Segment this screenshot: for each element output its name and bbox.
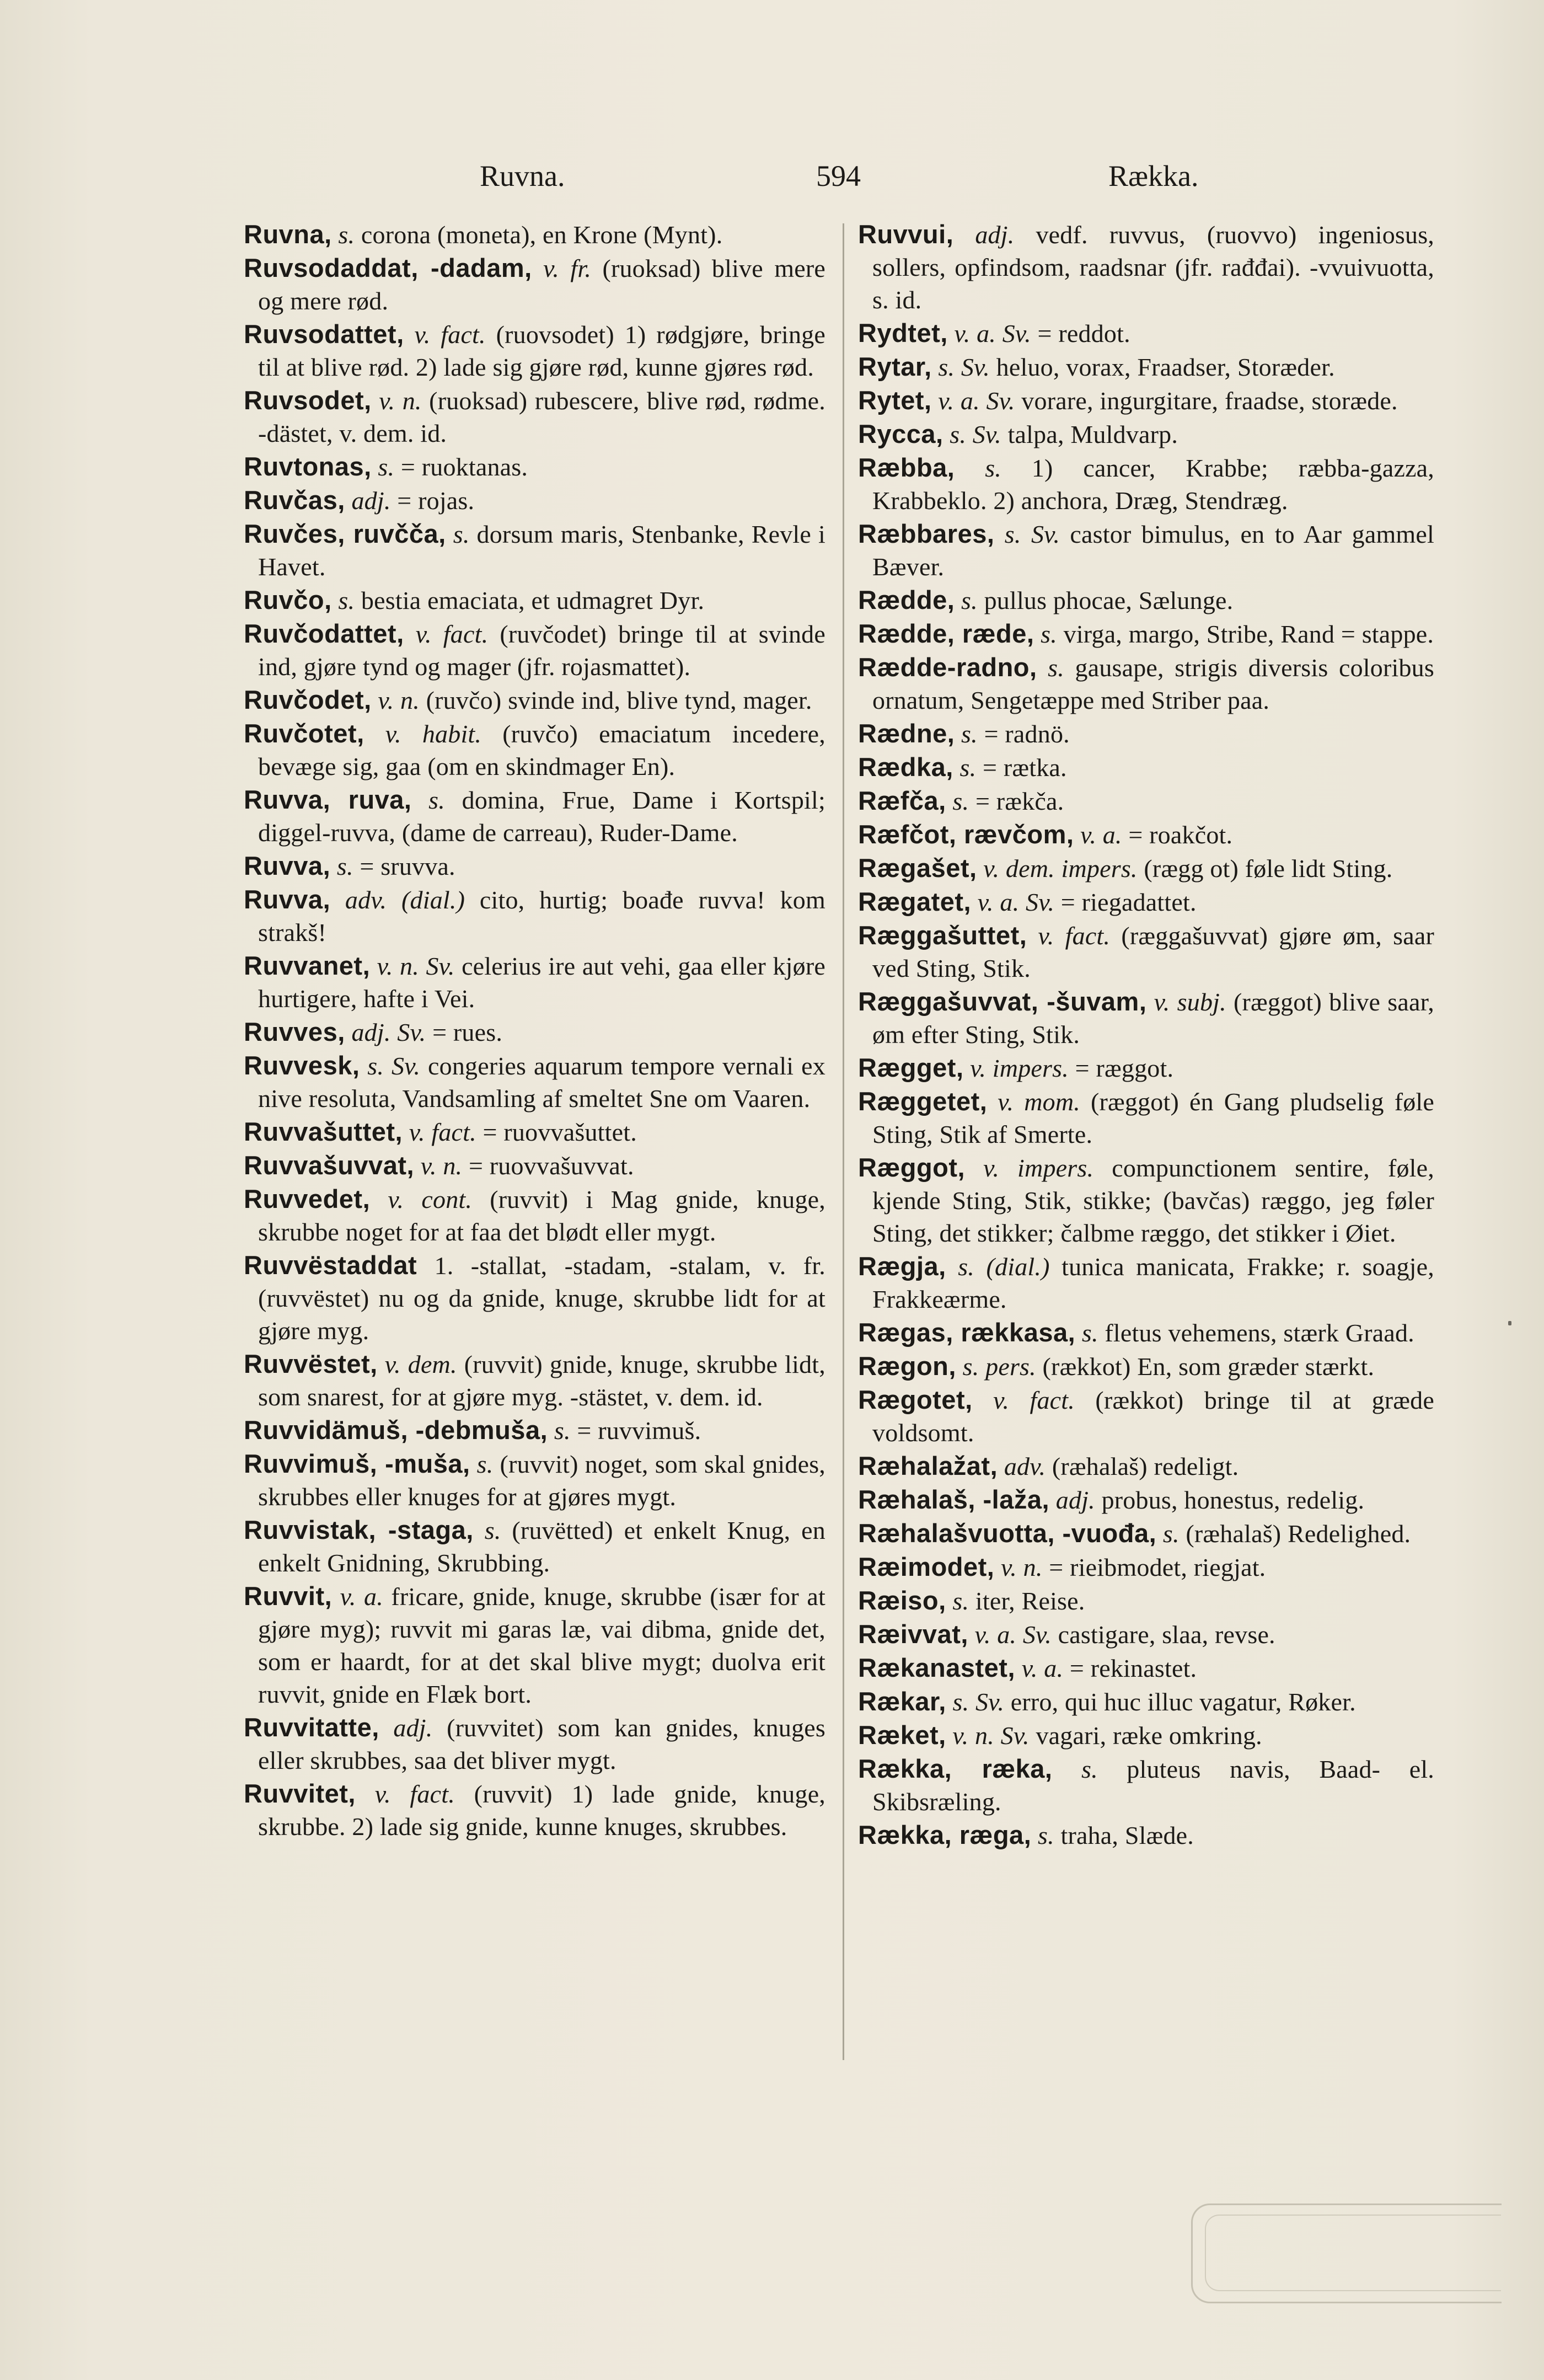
entry-definition: = rieibmodet, riegjat.: [1042, 1553, 1266, 1581]
entry-grammar: adv. (dial.): [330, 886, 465, 914]
entry-definition: = ruovvašuttet.: [476, 1118, 637, 1146]
entry-grammar: v. n. Sv.: [370, 952, 455, 980]
entry-headword: Ræggašuttet,: [858, 921, 1027, 950]
entry-headword: Rædde,: [858, 585, 955, 614]
dictionary-entry: [244, 1711, 825, 1777]
column-divider: [843, 223, 844, 2060]
dictionary-entry: [858, 1316, 1434, 1349]
entry-grammar: s.: [946, 1587, 969, 1615]
entry-grammar: s.: [470, 1450, 494, 1478]
dictionary-entry: [858, 218, 1434, 316]
entry-grammar: adj.: [953, 221, 1015, 249]
entry-grammar: v. fact.: [404, 320, 486, 349]
entry-definition: = reddot.: [1031, 319, 1130, 347]
dictionary-entry: [858, 451, 1434, 517]
entry-grammar: s.: [446, 520, 470, 548]
entry-grammar: v. a.: [1074, 821, 1122, 849]
entry-grammar: s.: [955, 454, 1002, 482]
dictionary-entry: [244, 1777, 825, 1843]
entry-grammar: v. n.: [371, 387, 422, 415]
entry-headword: Ræhalažat,: [858, 1451, 998, 1480]
entry-headword: Rækka, ræga,: [858, 1820, 1032, 1849]
entry-headword: Rægas, rækkasa,: [858, 1318, 1076, 1347]
entry-grammar: s.: [411, 786, 445, 814]
entry-grammar: v. impers.: [965, 1154, 1094, 1182]
entry-headword: Ræhalaš, -laža,: [858, 1485, 1050, 1514]
entry-headword: Ruvvëstaddat: [244, 1250, 417, 1280]
entry-headword: Ruvva,: [244, 851, 331, 880]
dictionary-entry: [858, 919, 1434, 985]
entry-headword: Rycca,: [858, 419, 943, 448]
entry-headword: Rægotet,: [858, 1385, 973, 1414]
entry-headword: Ruvvit,: [244, 1581, 333, 1611]
dictionary-entry: [858, 1752, 1434, 1818]
entry-headword: Rædde-radno,: [858, 653, 1037, 682]
entry-grammar: s.: [955, 586, 978, 614]
entry-headword: Rægašet,: [858, 853, 977, 883]
entry-grammar: s.: [1156, 1520, 1180, 1548]
entry-headword: Ruvvimuš, -muša,: [244, 1449, 470, 1478]
entry-definition: (ruoksad) rubescere, blive rød, rødme. -dästet, v. dem. id.: [258, 387, 826, 447]
entry-grammar: v. a.: [1015, 1654, 1064, 1682]
entry-grammar: v. n.: [414, 1152, 463, 1180]
dictionary-entry: [858, 617, 1434, 650]
entry-definition: (ruovsodet) 1) rødgjøre, bringe til at blive rød. 2) lade sig gjøre rød, kunne gjøres rød.: [258, 320, 826, 381]
entry-headword: Ruvvitatte,: [244, 1713, 379, 1742]
entry-grammar: v. a.: [332, 1582, 383, 1611]
entry-grammar: v. a. Sv.: [947, 319, 1031, 347]
running-header: [0, 149, 1544, 199]
entry-definition: vedf. ruvvus, (ruovvo) ingeniosus, sollers, opfindsom, raadsnar (jfr. rađđai). -vvuivuotta, s. id.: [872, 221, 1434, 314]
left-column: [244, 218, 825, 1843]
entry-definition: congeries aquarum tempore vernali ex nive resoluta, Vandsamling af smeltet Sne om Vaaren.: [258, 1052, 825, 1113]
dictionary-entry: [858, 384, 1434, 417]
page-tab-mark-inner: [1205, 2215, 1501, 2291]
entry-grammar: adj.: [1049, 1486, 1095, 1514]
entry-definition: celerius ire aut vehi, gaa eller kjøre hurtigere, hafte i Vei.: [258, 952, 825, 1013]
entry-grammar: v. n.: [994, 1553, 1043, 1581]
entry-headword: Ræiso,: [858, 1586, 946, 1615]
entry-definition: (ruoksad) blive mere og mere rød.: [258, 254, 825, 315]
entry-definition: 1. -stallat, -stadam, -stalam, v. fr. (ruvvëstet) nu og da gnide, knuge, skrubbe lidt for at gjøre myg.: [258, 1251, 825, 1345]
dictionary-entry: [244, 484, 825, 517]
entry-headword: Ruvva,: [244, 885, 331, 914]
entry-grammar: s.: [1037, 654, 1064, 682]
entry-definition: (ruvvitet) som kan gnides, knuges eller skrubbes, saa det bliver mygt.: [258, 1714, 826, 1774]
entry-grammar: v. a. Sv.: [968, 1620, 1052, 1649]
entry-headword: Ruvsodet,: [244, 386, 372, 415]
entry-headword: Ruvvui,: [858, 220, 954, 249]
entry-definition: (ruvvit) 1) lade gnide, knuge, skrubbe. 2) lade sig gnide, kunne knuges, skrubbes.: [258, 1780, 826, 1841]
entry-definition: = rues.: [426, 1018, 503, 1046]
entry-definition: 1) cancer, Krabbe; ræbba-gazza, Krabbeklo. 2) anchora, Dræg, Stendræg.: [872, 454, 1434, 515]
entry-headword: Ræggot,: [858, 1153, 966, 1182]
entry-headword: Ruvvesk,: [244, 1051, 360, 1080]
entry-grammar: s. Sv.: [994, 520, 1060, 548]
entry-definition: (ruvëtted) et enkelt Knug, en enkelt Gnidning, Skrubbing.: [258, 1516, 825, 1577]
entry-grammar: v. mom.: [987, 1088, 1080, 1116]
dictionary-entry: [858, 317, 1434, 350]
entry-definition: (ruvvit) noget, som skal gnides, skrubbes eller knuges for at gjøres mygt.: [258, 1450, 825, 1511]
entry-definition: (ruvčodet) bringe til at svinde ind, gjøre tynd og mager (jfr. rojasmattet).: [258, 620, 825, 681]
entry-grammar: v. cont.: [370, 1185, 473, 1213]
right-column: [858, 218, 1434, 1852]
dictionary-entry: [858, 1483, 1434, 1516]
entry-headword: Rædne,: [858, 719, 955, 748]
entry-definition: compunctionem sentire, føle, kjende Sting, Stik, stikke; (bavčas) ræggo, jeg føler Sting, det stikker; čalbme ræggo, det stikker i Øiet.: [872, 1154, 1434, 1247]
entry-definition: = ruvvimuš.: [570, 1416, 701, 1445]
entry-headword: Rytet,: [858, 386, 932, 415]
entry-definition: fletus vehemens, stærk Graad.: [1098, 1319, 1414, 1347]
entry-definition: traha, Slæde.: [1054, 1821, 1194, 1849]
entry-grammar: v. n. Sv.: [946, 1721, 1030, 1750]
entry-grammar: v. fr.: [532, 254, 592, 282]
dictionary-entry: [244, 1347, 825, 1413]
entry-grammar: v. dem.: [377, 1350, 457, 1378]
entry-grammar: v. fact.: [356, 1780, 455, 1808]
dictionary-entry: [244, 783, 825, 849]
entry-definition: = rojas.: [390, 486, 475, 515]
entry-grammar: s.: [331, 221, 355, 249]
entry-grammar: s.: [1075, 1319, 1098, 1347]
dictionary-entry: [244, 1249, 825, 1347]
entry-definition: gausape, strigis diversis coloribus ornatum, Sengetæppe med Striber paa.: [872, 654, 1434, 714]
entry-grammar: s.: [1034, 620, 1057, 648]
entry-headword: Rægon,: [858, 1351, 956, 1381]
dictionary-entry: [244, 384, 825, 450]
dictionary-entry: [858, 852, 1434, 885]
entry-headword: Ruvčodet,: [244, 685, 372, 714]
entry-definition: (ruvčo) svinde ind, blive tynd, mager.: [419, 686, 812, 714]
entry-headword: Ruvva, ruva,: [244, 785, 412, 814]
entry-definition: (ræggot) blive saar, øm efter Sting, Stik.: [872, 988, 1435, 1049]
entry-headword: Ruvčotet,: [244, 719, 364, 748]
dictionary-entry: [858, 1517, 1434, 1550]
entry-headword: Rægja,: [858, 1251, 946, 1281]
ink-speck: [1508, 1321, 1511, 1325]
dictionary-entry: [858, 1250, 1434, 1315]
entry-grammar: s. Sv.: [931, 353, 990, 381]
dictionary-entry: [244, 717, 825, 783]
entry-headword: Ræggašuvvat, -šuvam,: [858, 987, 1147, 1016]
entry-headword: Ruvsodattet,: [244, 319, 404, 349]
entry-definition: = rækča.: [969, 787, 1064, 815]
entry-headword: Rækka, ræka,: [858, 1754, 1053, 1783]
entry-definition: = riegadattet.: [1054, 888, 1197, 916]
entry-grammar: s.: [331, 586, 355, 614]
entry-grammar: s.: [473, 1516, 501, 1544]
entry-headword: Ræbbares,: [858, 519, 995, 548]
entry-grammar: v. fact.: [404, 620, 489, 648]
entry-grammar: s.: [955, 720, 978, 748]
entry-headword: Rækar,: [858, 1687, 946, 1716]
entry-headword: Ruvsodaddat, -dadam,: [244, 253, 532, 282]
dictionary-entry: [858, 1051, 1434, 1084]
dictionary-entry: [858, 584, 1434, 617]
entry-grammar: s.: [1052, 1755, 1098, 1783]
entry-definition: virga, margo, Stribe, Rand = stappe.: [1057, 620, 1434, 648]
dictionary-entry: [244, 683, 825, 716]
entry-grammar: v. dem. impers.: [977, 854, 1138, 883]
dictionary-entry: [244, 218, 825, 251]
dictionary-entry: [858, 1383, 1434, 1449]
dictionary-entry: [244, 1115, 825, 1148]
entry-headword: Rytar,: [858, 352, 932, 381]
entry-grammar: s.: [330, 852, 353, 880]
entry-definition: heluo, vorax, Fraadser, Storæder.: [989, 353, 1335, 381]
entry-definition: (rækkot) En, som græder stærkt.: [1036, 1352, 1375, 1381]
entry-headword: Rækanastet,: [858, 1653, 1015, 1682]
dictionary-entry: [858, 1350, 1434, 1383]
dictionary-entry: [244, 1513, 825, 1579]
entry-definition: fricare, gnide, knuge, skrubbe (især for at gjøre myg); ruvvit mi garas læ, vai dibma, gnide det, som er haardt, for at det skal blive mygt; duolva erit ruvvit, gnide en Flæk bort.: [258, 1582, 826, 1708]
entry-definition: = rætka.: [976, 753, 1067, 782]
entry-definition: = rekinastet.: [1063, 1654, 1197, 1682]
entry-definition: (rægg ot) føle lidt Sting.: [1137, 854, 1393, 883]
entry-headword: Ruvtonas,: [244, 452, 372, 481]
dictionary-entry: [244, 318, 825, 383]
entry-definition: corona (moneta), en Krone (Mynt).: [355, 221, 723, 249]
entry-grammar: v. subj.: [1146, 988, 1226, 1016]
entry-definition: talpa, Muldvarp.: [1001, 420, 1178, 448]
dictionary-entry: [244, 1580, 825, 1710]
dictionary-entry: [244, 849, 825, 883]
dictionary-entry: [858, 1085, 1434, 1151]
dictionary-entry: [858, 751, 1434, 784]
dictionary-entry: [244, 1183, 825, 1248]
entry-grammar: s.: [371, 453, 395, 481]
dictionary-entry: [858, 1550, 1434, 1584]
dictionary-entry: [858, 1151, 1434, 1249]
entry-grammar: s. Sv.: [360, 1052, 421, 1080]
entry-definition: castor bimulus, en to Aar gammel Bæver.: [872, 520, 1435, 581]
entry-definition: pullus phocae, Sælunge.: [977, 586, 1234, 614]
entry-definition: (ræggašuvvat) gjøre øm, saar ved Sting, Stik.: [872, 922, 1434, 982]
entry-headword: Rægget,: [858, 1053, 964, 1082]
dictionary-entry: [858, 517, 1434, 583]
entry-grammar: v. a. Sv.: [971, 888, 1055, 916]
dictionary-entry: [244, 450, 825, 483]
entry-grammar: s.: [953, 753, 977, 782]
entry-definition: cito, hurtig; boađe ruvva! kom strakš!: [258, 886, 825, 946]
dictionary-entry: [244, 1015, 825, 1049]
dictionary-entry: [858, 1584, 1434, 1617]
entry-definition: = radnö.: [977, 720, 1070, 748]
entry-definition: tunica manicata, Frakke; r. soagje, Frakkeærme.: [872, 1253, 1434, 1313]
dictionary-entry: [858, 350, 1434, 383]
dictionary-entry: [858, 985, 1434, 1051]
dictionary-entry: [858, 418, 1434, 451]
entry-grammar: s. pers.: [956, 1352, 1036, 1381]
entry-grammar: v. fact.: [1027, 922, 1111, 950]
entry-definition: = sruvva.: [353, 852, 455, 880]
entry-headword: Ruvvëstet,: [244, 1349, 378, 1378]
entry-definition: dorsum maris, Stenbanke, Revle i Havet.: [258, 520, 825, 581]
dictionary-entry: [858, 1450, 1434, 1483]
dictionary-entry: [858, 717, 1434, 750]
entry-headword: Ruvčodattet,: [244, 619, 404, 648]
entry-headword: Ruvves,: [244, 1017, 345, 1046]
entry-definition: = ruovvašuvvat.: [462, 1152, 634, 1180]
entry-definition: vorare, ingurgitare, fraadse, storæde.: [1015, 387, 1398, 415]
entry-definition: = roakčot.: [1122, 821, 1233, 849]
dictionary-entry: [244, 584, 825, 617]
entry-definition: vagari, ræke omkring.: [1029, 1721, 1262, 1750]
entry-headword: Ruvvašuvvat,: [244, 1151, 415, 1180]
header-left-guideword: Ruvna.: [480, 159, 565, 192]
dictionary-entry: [858, 885, 1434, 918]
dictionary-entry: [858, 1719, 1434, 1752]
entry-headword: Rydtet,: [858, 318, 948, 347]
dictionary-entry: [858, 1651, 1434, 1684]
entry-headword: Ruvvašuttet,: [244, 1117, 403, 1146]
entry-grammar: adj.: [379, 1714, 433, 1742]
entry-definition: bestia emaciata, et udmagret Dyr.: [355, 586, 705, 614]
entry-grammar: v. fact.: [972, 1386, 1075, 1414]
entry-headword: Ruvna,: [244, 220, 332, 249]
entry-headword: Ruvvitet,: [244, 1779, 356, 1808]
entry-headword: Ræggetet,: [858, 1087, 988, 1116]
dictionary-entry: [244, 1049, 825, 1115]
entry-headword: Ræbba,: [858, 453, 955, 482]
entry-grammar: adj. Sv.: [345, 1018, 426, 1046]
entry-definition: (ræhalaš) redeligt.: [1046, 1452, 1239, 1480]
entry-definition: = ræggot.: [1068, 1054, 1174, 1082]
entry-definition: (ruvvit) i Mag gnide, knuge, skrubbe noget for at faa det blødt eller mygt.: [258, 1185, 825, 1246]
page-number: 594: [816, 159, 861, 192]
entry-grammar: s.: [1031, 1821, 1054, 1849]
dictionary-entry: [244, 1447, 825, 1513]
entry-definition: probus, honestus, redelig.: [1095, 1486, 1365, 1514]
entry-headword: Ræfča,: [858, 786, 946, 815]
entry-grammar: v. habit.: [364, 720, 482, 748]
entry-headword: Ruvvanet,: [244, 951, 371, 980]
entry-headword: Ruvvidämuš, -debmuša,: [244, 1415, 548, 1445]
entry-grammar: v. a. Sv.: [931, 387, 1015, 415]
entry-headword: Ræket,: [858, 1720, 946, 1750]
dictionary-entry: [244, 949, 825, 1015]
dictionary-entry: [244, 1414, 825, 1447]
entry-headword: Ruvčo,: [244, 585, 332, 614]
entry-grammar: s. Sv.: [946, 1688, 1005, 1716]
entry-headword: Rædka,: [858, 752, 953, 782]
entry-grammar: v. n.: [371, 686, 420, 714]
entry-definition: pluteus navis, Baad- el. Skibsræling.: [872, 1755, 1434, 1816]
entry-definition: (ruvvit) gnide, knuge, skrubbe lidt, som snarest, for at gjøre myg. -stästet, v. dem. id.: [258, 1350, 825, 1411]
entry-definition: (rækkot) bringe til at græde voldsomt.: [872, 1386, 1434, 1447]
entry-grammar: s.: [946, 787, 969, 815]
entry-headword: Ræivvat,: [858, 1619, 968, 1649]
entry-definition: domina, Frue, Dame i Kortspil; diggel-ruvva, (dame de carreau), Ruder-Dame.: [258, 786, 825, 847]
entry-definition: erro, qui huc illuc vagatur, Røker.: [1004, 1688, 1356, 1716]
entry-grammar: s. (dial.): [946, 1253, 1050, 1281]
dictionary-entry: [244, 1149, 825, 1182]
dictionary-entry: [858, 818, 1434, 851]
entry-grammar: adv.: [998, 1452, 1046, 1480]
dictionary-entry: [858, 1618, 1434, 1651]
entry-definition: (ræhalaš) Redelighed.: [1179, 1520, 1411, 1548]
entry-headword: Rægatet,: [858, 887, 972, 916]
entry-headword: Rædde, ræde,: [858, 619, 1034, 648]
entry-headword: Ruvčes, ruvčča,: [244, 519, 446, 548]
entry-headword: Ræfčot, rævčom,: [858, 820, 1074, 849]
entry-grammar: v. impers.: [963, 1054, 1069, 1082]
entry-grammar: v. fact.: [403, 1118, 476, 1146]
dictionary-entry: [244, 517, 825, 583]
dictionary-entry: [858, 1819, 1434, 1852]
entry-definition: castigare, slaa, revse.: [1051, 1620, 1275, 1649]
entry-definition: (ræggot) én Gang pludselig føle Sting, Stik af Smerte.: [872, 1088, 1435, 1148]
entry-definition: (ruvčo) emaciatum incedere, bevæge sig, gaa (om en skindmager En).: [258, 720, 825, 780]
entry-definition: iter, Reise.: [969, 1587, 1085, 1615]
entry-headword: Ruvvedet,: [244, 1184, 371, 1213]
entry-headword: Ræimodet,: [858, 1552, 995, 1581]
dictionary-entry: [244, 617, 825, 683]
entry-headword: Ruvvistak, -staga,: [244, 1515, 474, 1544]
entry-grammar: adj.: [345, 486, 391, 515]
dictionary-entry: [244, 883, 825, 949]
dictionary-entry: [858, 651, 1434, 716]
dictionary-entry: [858, 1685, 1434, 1718]
header-right-guideword: Rækka.: [1108, 159, 1199, 192]
entry-headword: Ruvčas,: [244, 485, 345, 515]
entry-headword: Ræhalašvuotta, -vuođa,: [858, 1518, 1157, 1548]
dictionary-entry: [858, 784, 1434, 817]
dictionary-entry: [244, 252, 825, 317]
entry-grammar: s. Sv.: [943, 420, 1001, 448]
entry-grammar: s.: [548, 1416, 571, 1445]
entry-definition: = ruoktanas.: [394, 453, 528, 481]
